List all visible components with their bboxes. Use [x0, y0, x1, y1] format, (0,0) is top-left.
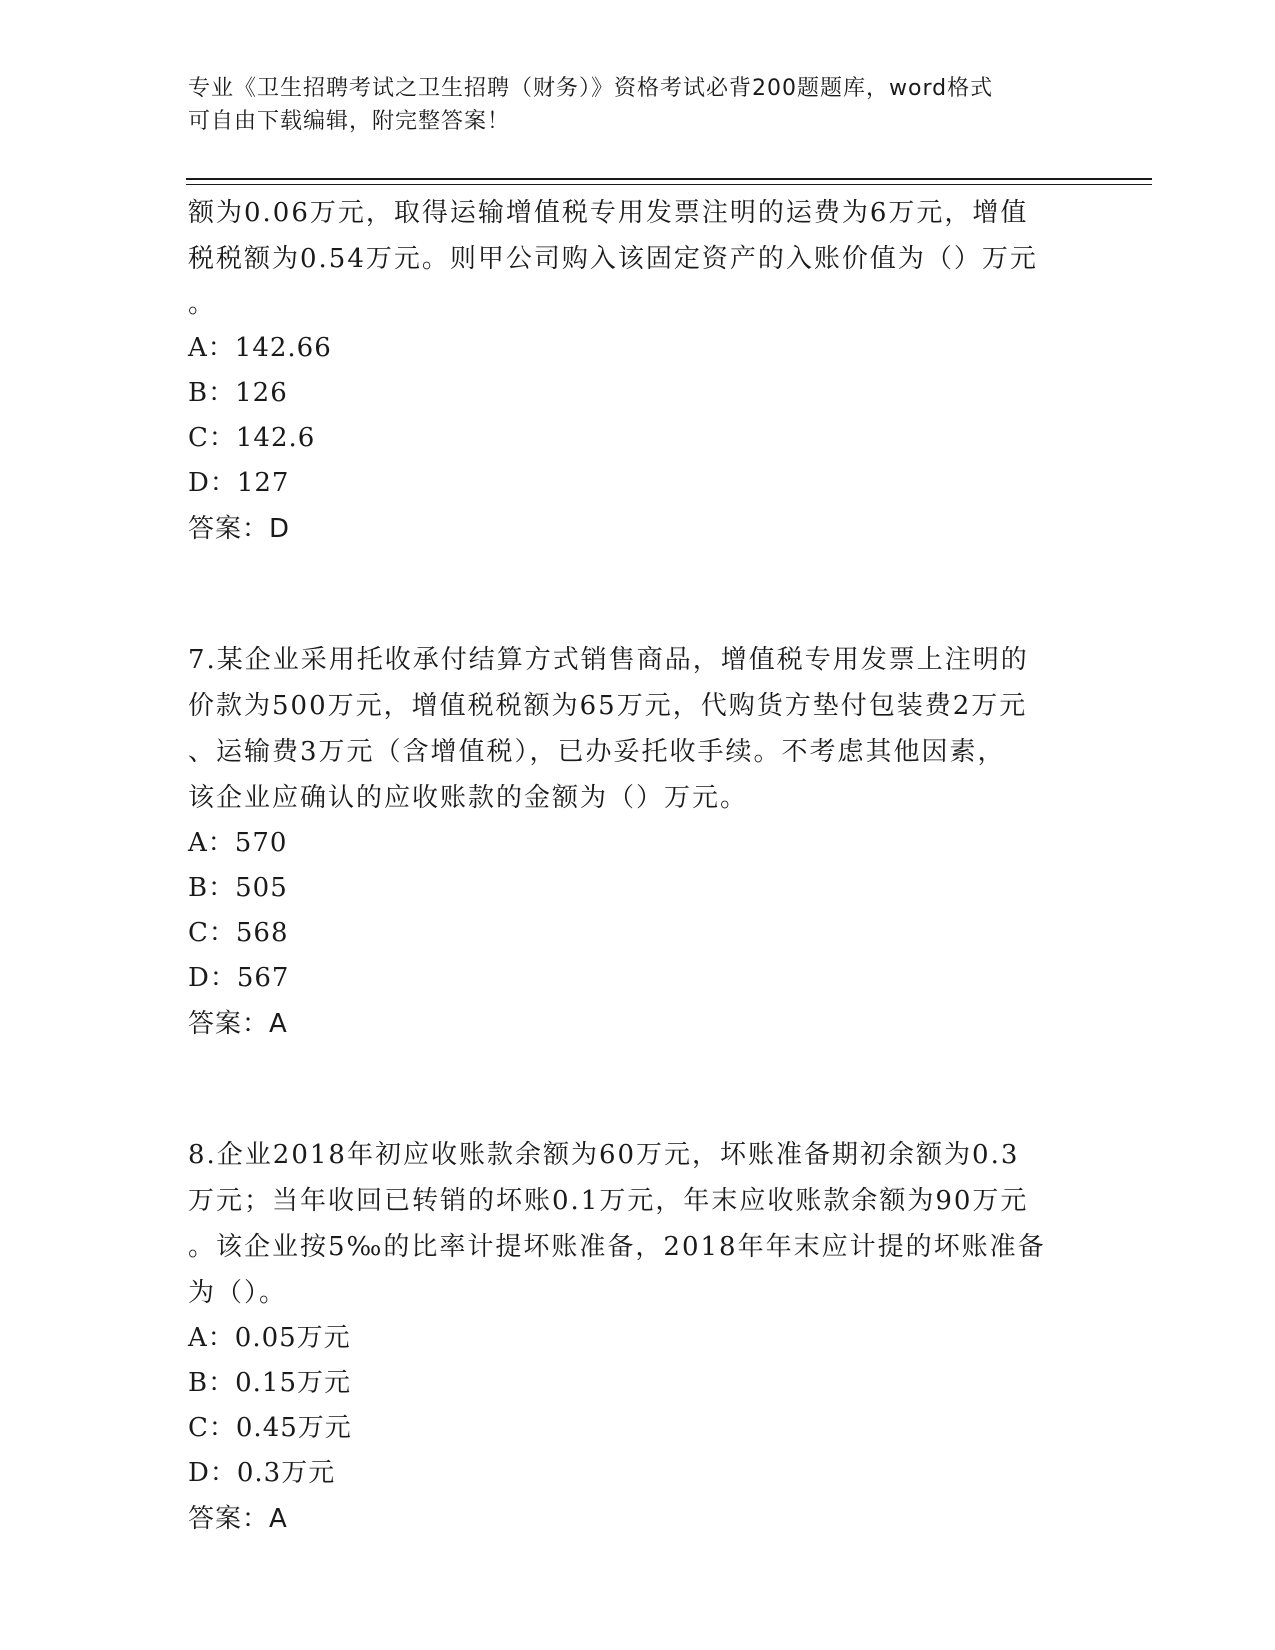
- question-text-line: 万元；当年收回已转销的坏账0.1万元，年末应收账款余额为90万元: [188, 1186, 1029, 1216]
- question-text-line: 价款为500万元，增值税税额为65万元，代购货方垫付包装费2万元: [188, 691, 1028, 721]
- option-b: B：126: [188, 378, 288, 408]
- question-text-line: 8.企业2018年初应收账款余额为60万元，坏账准备期初余额为0.3: [188, 1140, 1020, 1170]
- question-text-line: 额为0.06万元，取得运输增值税专用发票注明的运费为6万元，增值: [188, 198, 1029, 228]
- header-divider-thick: [186, 178, 1152, 180]
- option-c: C：142.6: [188, 423, 316, 453]
- question-block: [188, 637, 1088, 1047]
- option-d: D：567: [188, 963, 290, 993]
- question-spacer: [188, 552, 1088, 637]
- document-header: [188, 72, 1068, 138]
- option-d: D：0.3万元: [188, 1458, 336, 1488]
- question-text-line: 。: [188, 289, 217, 319]
- option-b: B：505: [188, 873, 288, 903]
- header-title-line-1: 专业《卫生招聘考试之卫生招聘（财务）》资格考试必背200题题库，word格式: [188, 76, 994, 101]
- option-a: A：0.05万元: [188, 1323, 351, 1353]
- option-a: A：142.66: [188, 333, 332, 363]
- answer-line: 答案：A: [188, 1009, 288, 1039]
- question-text-line: 该企业应确认的应收账款的金额为（）万元。: [188, 783, 749, 813]
- option-a: A：570: [188, 828, 288, 858]
- option-c: C：568: [188, 918, 289, 948]
- answer-line: 答案：A: [188, 1504, 288, 1534]
- document-body: [188, 190, 1088, 1542]
- question-text-line: 为（）。: [188, 1278, 288, 1308]
- header-divider-thin: [186, 184, 1152, 185]
- question-text-line: 、运输费3万元（含增值税），已办妥托收手续。不考虑其他因素，: [188, 737, 1006, 767]
- header-title-line-2: 可自由下载编辑，附完整答案！: [188, 109, 511, 134]
- question-text-line: 。该企业按5‰的比率计提坏账准备，2018年年末应计提的坏账准备: [188, 1232, 1046, 1262]
- option-b: B：0.15万元: [188, 1368, 351, 1398]
- option-c: C：0.45万元: [188, 1413, 352, 1443]
- question-text-line: 税税额为0.54万元。则甲公司购入该固定资产的入账价值为（）万元: [188, 244, 1038, 274]
- question-spacer: [188, 1047, 1088, 1132]
- question-block: [188, 190, 1088, 552]
- option-d: D：127: [188, 468, 290, 498]
- question-block: [188, 1132, 1088, 1542]
- question-text-line: 7.某企业采用托收承付结算方式销售商品，增值税专用发票上注明的: [188, 645, 1029, 675]
- answer-line: 答案：D: [188, 514, 291, 544]
